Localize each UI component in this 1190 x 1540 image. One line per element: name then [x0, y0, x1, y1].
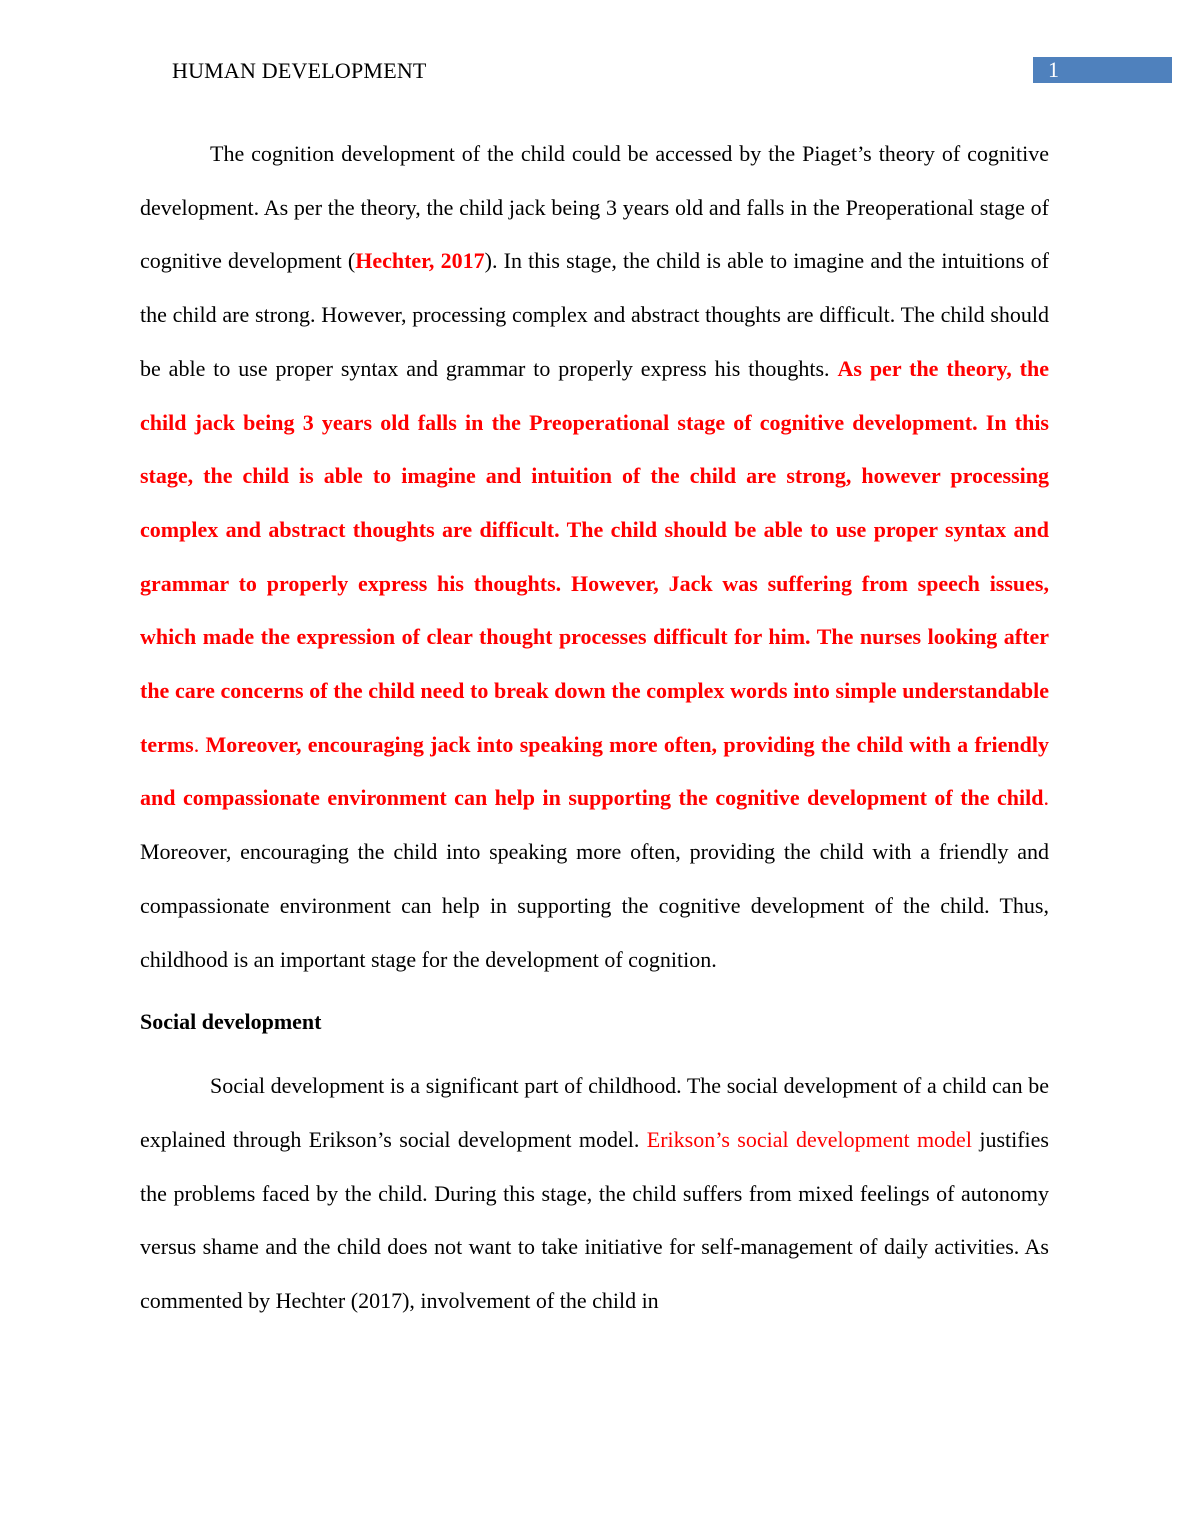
paragraph-text: justifies the problems faced by the child. During this stage, the child suffers from mixed feelings of autonomy versus shame and the child does not want to take initiative for self-management of daily activities. As commented by Hechter (2017), involvement of the child in [140, 1126, 1049, 1314]
paragraph-cognitive-development [140, 127, 1049, 986]
highlighted-text: Moreover, encouraging jack into speaking more often, providing the child with a friendly and compassionate environment can help in supporting the cognitive development of the child [140, 731, 1049, 811]
page-number-box [1033, 57, 1172, 83]
document-body [140, 127, 1049, 1328]
citation-hechter-2017: Hechter, 2017 [355, 248, 485, 274]
paragraph-text: Social development is a significant part of childhood. The social development of a child can be explained through Erikson’s social development model. [140, 1073, 1049, 1152]
paragraph-text: Moreover, encouraging the child into speaking more often, providing the child with a friendly and compassionate environment can help in supporting the cognitive development of the child. Thus, childhood is an important stage for the development of cognition. [140, 839, 1049, 972]
paragraph-social-development [140, 1059, 1049, 1328]
paragraph-text: ). In this stage, the child is able to imagine and the intuitions of the child are strong. However, processing complex and abstract thoughts are difficult. The child should be able to use proper syntax and grammar to properly express his thoughts. [140, 248, 1049, 381]
section-heading-social-development: Social development [140, 1009, 322, 1035]
highlighted-text: Erikson’s social development model [646, 1126, 972, 1152]
page-number: 1 [1048, 57, 1059, 82]
highlighted-punctuation: . [193, 731, 206, 757]
running-header-title: HUMAN DEVELOPMENT [172, 58, 427, 83]
paragraph-text: The cognition development of the child could be accessed by the Piaget’s theory of cognitive development. As per the theory, the child jack being 3 years old and falls in the Preoperational stage of cognitive development ( [140, 141, 1049, 274]
highlighted-text: As per the theory, the child jack being 3 years old falls in the Preoperational stage of cognitive development. In this stage, the child is able to imagine and intuition of the child are strong, however processing complex and abstract thoughts are difficult. The child should be able to use proper syntax and grammar to properly express his thoughts. However, Jack was suffering from speech issues, which made the expression of clear thought processes difficult for him. The nurses looking after the care concerns of the child need to break down the complex words into simple understandable terms [140, 355, 1049, 757]
highlighted-punctuation: . [1043, 785, 1049, 811]
